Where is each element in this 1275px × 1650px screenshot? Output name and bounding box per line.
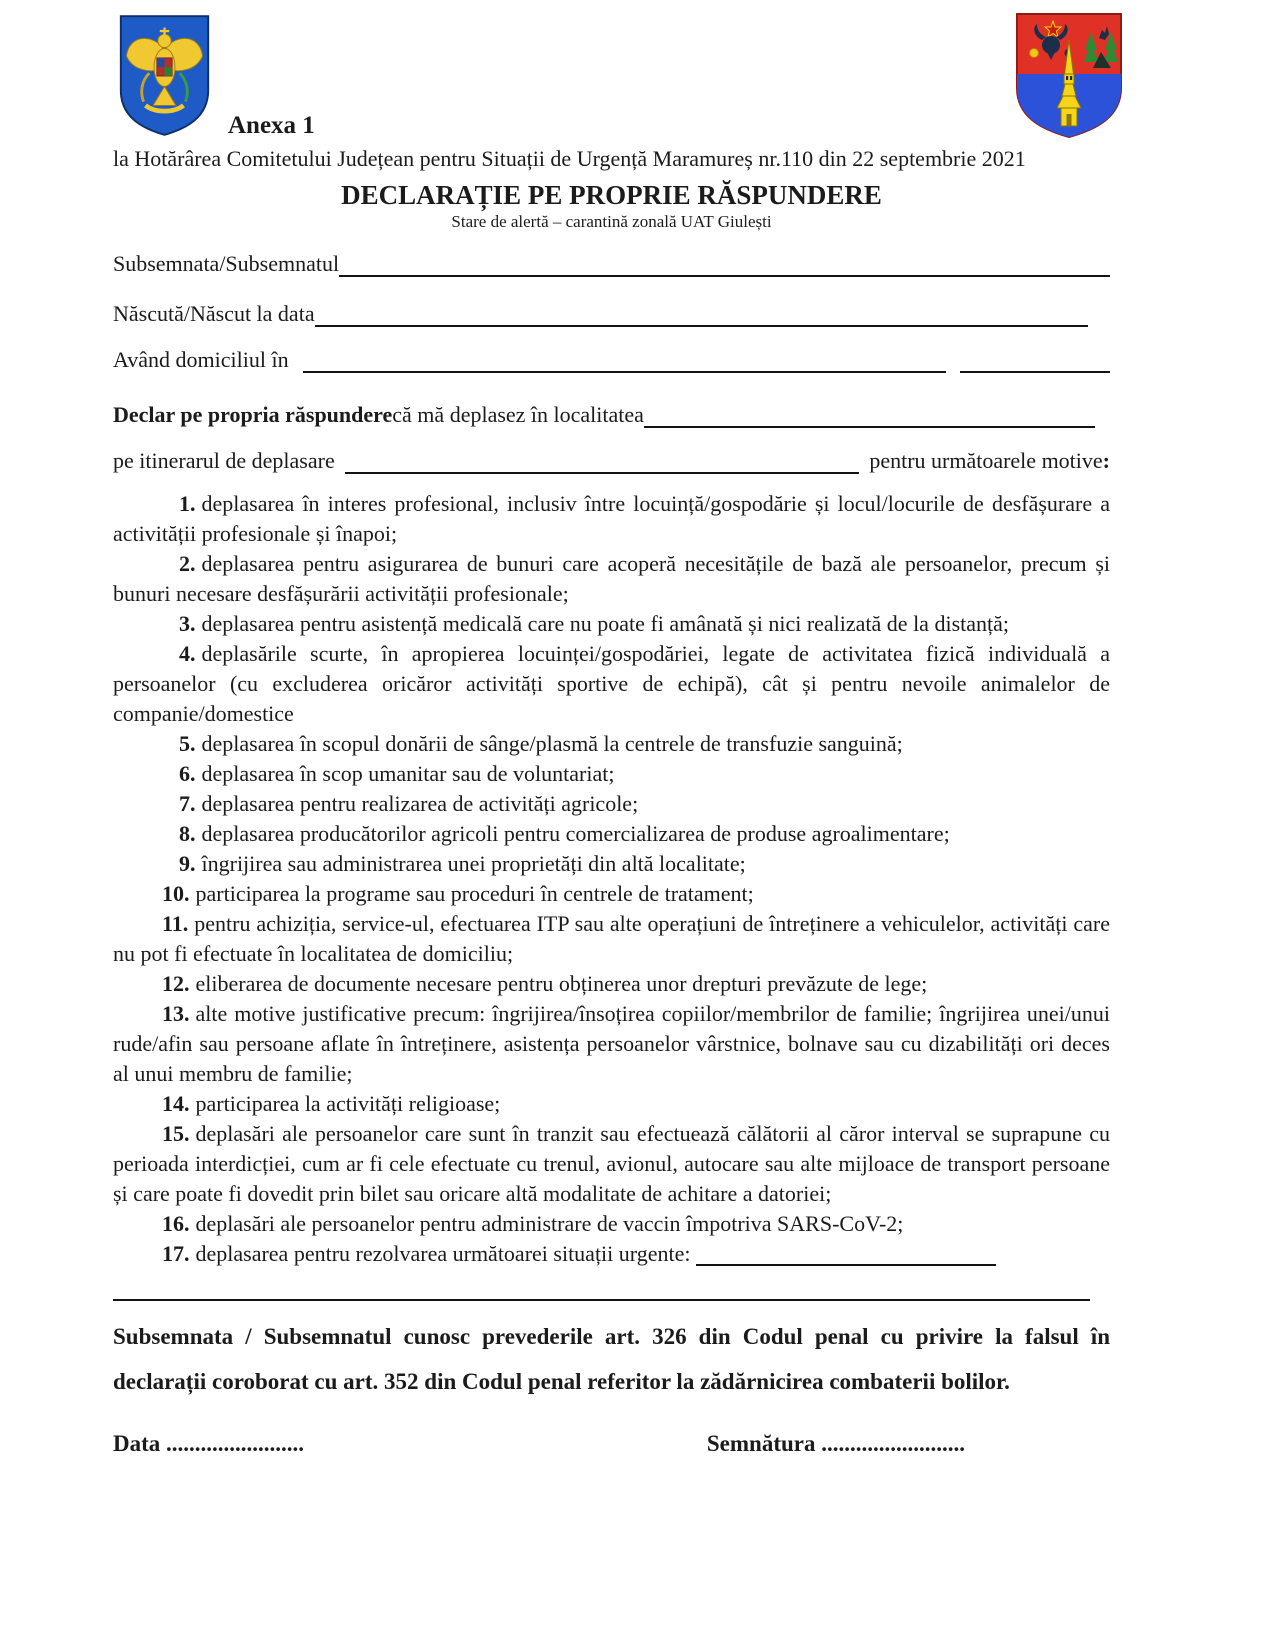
nascuta-label: Născută/Născut la data [113, 301, 315, 326]
list-item-3: 3. deplasarea pentru asistență medicală care nu poate fi amânată și nici realizată de la distanță; [179, 611, 1009, 636]
localitate-blank-line [644, 399, 1095, 428]
list-item-12: 12. eliberarea de documente necesare pentru obținerea unor drepturi prevăzute de lege; [162, 971, 928, 996]
document-title: DECLARAȚIE PE PROPRIE RĂSPUNDERE [341, 180, 882, 210]
list-item-7: 7. deplasarea pentru realizarea de activități agricole; [179, 791, 639, 816]
list-item-5: 5. deplasarea în scopul donării de sânge/plasmă la centrele de transfuzie sanguină; [179, 731, 903, 756]
list-item-9: 9. îngrijirea sau administrarea unei proprietăți din altă localitate; [179, 851, 746, 876]
list-item-15: 15. deplasări ale persoanelor care sunt în tranzit sau efectuează călătorii al căror interval se suprapune cu perioada interdicției, cum ar fi cele efectuate cu trenul, avionul, autocare sau alte mijloace de transport persoane și care poate fi dovedit prin bilet sau oricare altă modalitate de achitare a datoriei; [113, 1121, 1110, 1206]
legal-notice: Subsemnata / Subsemnatul cunosc prevederile art. 326 din Codul penal cu privire la falsul în declarații coroborat cu art. 352 din Codul penal referitor la zădărnicirea combaterii bolilor. [113, 1324, 1110, 1394]
itinerar-blank-line [345, 445, 860, 474]
list-item-2: 2. deplasarea pentru asigurarea de bunuri care acoperă necesitățile de bază ale persoanelor, precum și bunuri necesare desfășurării activității profesionale; [113, 551, 1110, 606]
list-item-13: 13. alte motive justificative precum: îngrijirea/însoțirea copiilor/membrilor de familie; îngrijirea unei/unui rude/afin sau persoane aflate în întreținere, asistența persoanelor vârstnice, bolnave sau cu dizabilități ori deces al unui membru de familie; [113, 1001, 1110, 1086]
itinerar-label: pe itinerarul de deplasare [113, 448, 335, 473]
list-item-1: 1. deplasarea în interes profesional, inclusiv între locuință/gospodărie și locul/locurile de desfășurare a activității profesionale și înapoi; [113, 491, 1110, 546]
subsemnata-blank-line [339, 248, 1110, 277]
list-item-6: 6. deplasarea în scop umanitar sau de voluntariat; [179, 761, 615, 786]
list-item-11: 11. pentru achiziția, service-ul, efectuarea ITP sau alte operațiuni de întreținere a vehiculelor, activități care nu pot fi efectuate în localitatea de domiciliu; [113, 911, 1110, 966]
list-item-10: 10. participarea la programe sau proceduri în centrele de tratament; [162, 881, 754, 906]
list-item-14: 14. participarea la activități religioase; [162, 1091, 501, 1116]
domiciliu-blank-line-2 [960, 344, 1110, 373]
situatie-urgenta-blank-line [696, 1242, 996, 1266]
field-row-itinerar [113, 445, 1110, 474]
field-row-declar [113, 399, 1110, 428]
declar-rest-label: că mă deplasez în localitatea [392, 402, 644, 427]
signature-label: Semnătura ......................... [706, 1431, 965, 1456]
declar-bold-label: Declar pe propria răspundere [113, 402, 393, 427]
list-item-8: 8. deplasarea producătorilor agricoli pentru comercializarea de produse agroalimentare; [179, 821, 950, 846]
anexa-label: Anexa 1 [228, 112, 315, 139]
list-item-17: 17. deplasarea pentru rezolvarea următoarei situații urgente: [113, 1239, 1110, 1269]
signature-row [113, 1430, 1110, 1458]
romania-coat-of-arms-icon [117, 14, 212, 143]
continuation-blank-line [113, 1299, 1090, 1301]
date-label: Data ........................ [113, 1431, 305, 1456]
motive-colon: : [1102, 448, 1110, 473]
hotarare-reference-line: la Hotărârea Comitetului Județean pentru Situații de Urgență Maramureș nr.110 din 22 septembrie 2021 [113, 146, 1026, 171]
nascuta-blank-line [315, 298, 1088, 327]
domiciliu-label: Având domiciliul în [113, 347, 289, 372]
list-item-4: 4. deplasările scurte, în apropierea locuinței/gospodăriei, legate de activitatea fizică individuală a persoanelor (cu excluderea oricăror activități sportive de echipă), cât și pentru nevoile animalelor de companie/domestice [113, 641, 1110, 726]
field-row-nascuta [113, 298, 1110, 327]
field-row-domiciliu [113, 344, 1110, 373]
field-row-subsemnata [113, 248, 1110, 277]
domiciliu-blank-line [303, 344, 946, 373]
motive-label: pentru următoarele motive [869, 448, 1103, 473]
document-subtitle: Stare de alertă – carantină zonală UAT Giulești [451, 212, 772, 231]
list-item-16: 16. deplasări ale persoanelor pentru administrare de vaccin împotriva SARS-CoV-2; [162, 1211, 904, 1236]
reasons-list [113, 489, 1110, 1269]
maramures-coat-of-arms-icon [1013, 12, 1125, 147]
subsemnata-label: Subsemnata/Subsemnatul [113, 251, 340, 276]
